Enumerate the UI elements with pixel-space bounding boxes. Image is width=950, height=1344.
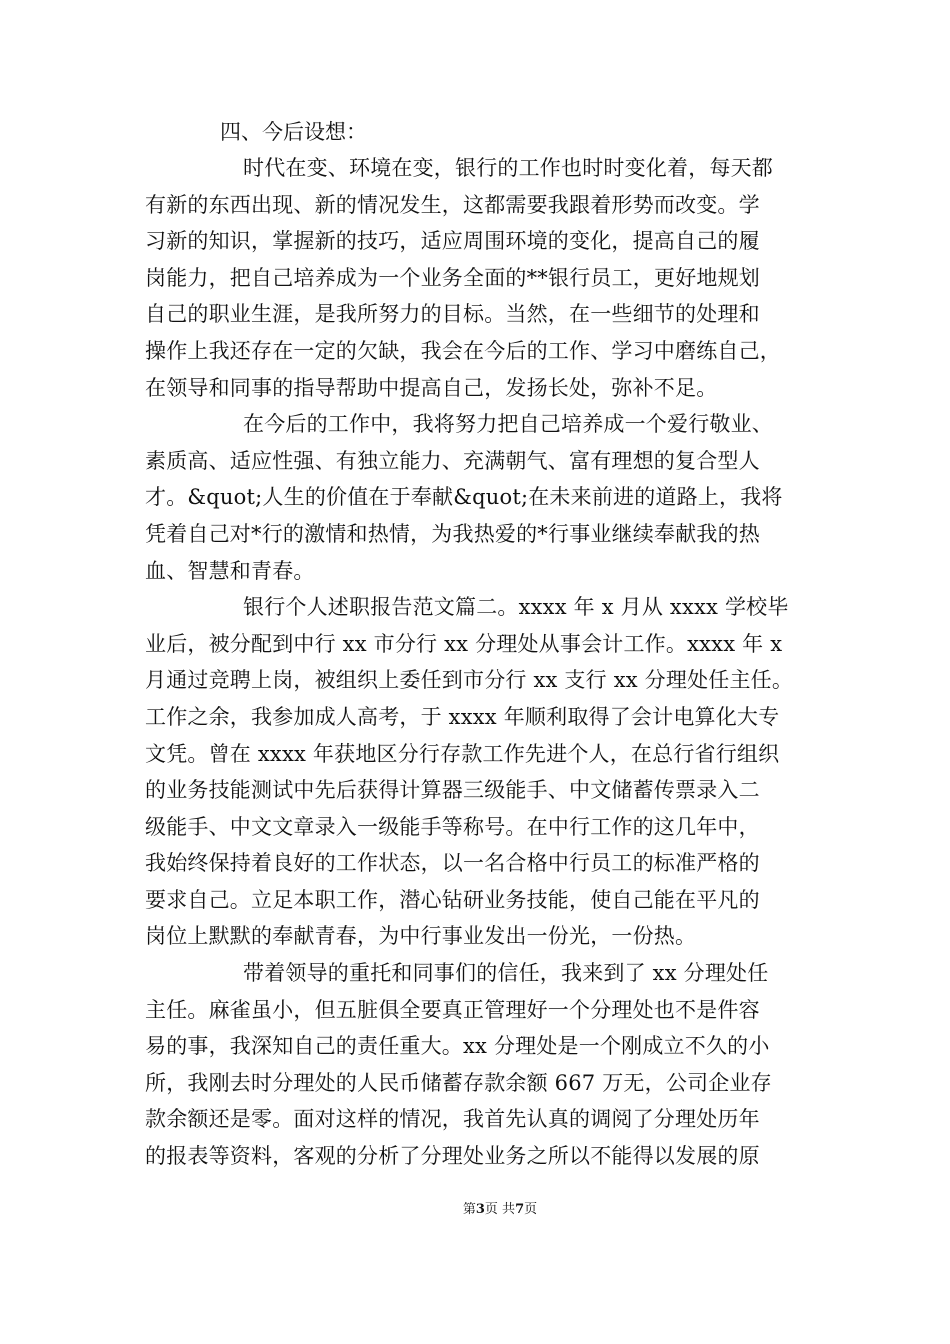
text-line: 我始终保持着良好的工作状态，以一名合格中行员工的标准严格的 [145, 851, 760, 876]
text-line: 带着领导的重托和同事们的信任，我来到了 xx 分理处任 [243, 961, 769, 986]
text-line: 操作上我还存在一定的欠缺，我会在今后的工作、学习中磨练自己， [145, 338, 781, 363]
text-line: 时代在变、环境在变，银行的工作也时时变化着，每天都 [243, 156, 773, 180]
text-line: 自己的职业生涯，是我所努力的目标。当然，在一些细节的处理和 [145, 302, 760, 327]
text-line: 所，我刚去时分理处的人民币储蓄存款余额 667 万无，公司企业存 [145, 1070, 772, 1095]
text-line: 凭着自己对*行的激情和热情，为我热爱的*行事业继续奉献我的热 [145, 521, 760, 546]
footer-prefix: 第 [462, 1202, 476, 1217]
text-line: 业后，被分配到中行 xx 市分行 xx 分理处从事会计工作。xxxx 年 x [145, 631, 783, 656]
text-line: 工作之余，我参加成人高考，于 xxxx 年顺利取得了会计电算化大专 [145, 704, 780, 729]
text-line: 级能手、中文文章录入一级能手等称号。在中行工作的这几年中， [145, 814, 760, 839]
current-page-number: 3 [475, 1202, 485, 1217]
text-line: 主任。麻雀虽小，但五脏俱全要真正管理好一个分理处也不是件容 [145, 997, 760, 1022]
text-line: 才。&quot;人生的价值在于奉献&quot;在未来前进的道路上，我将 [145, 485, 783, 510]
document-body [145, 114, 810, 1175]
paragraph-work-goals [145, 406, 810, 589]
text-line: 的报表等资料，客观的分析了分理处业务之所以不能得以发展的原 [145, 1144, 760, 1169]
text-line: 文凭。曾在 xxxx 年获地区分行存款工作先进个人，在总行省行组织 [145, 741, 780, 766]
text-line: 血、智慧和青春。 [145, 558, 315, 583]
total-pages-number: 7 [515, 1202, 525, 1217]
text-line: 岗能力，把自己培养成为一个业务全面的**银行员工，更好地规划 [145, 265, 760, 290]
text-line: 月通过竞聘上岗，被组织上委任到市分行 xx 支行 xx 分理处任主任。 [145, 668, 794, 693]
section-heading: 四、今后设想： [220, 120, 367, 144]
text-line: 习新的知识，掌握新的技巧，适应周围环境的变化，提高自己的履 [145, 229, 760, 254]
text-line: 有新的东西出现、新的情况发生，这都需要我跟着形势而改变。学 [145, 192, 760, 217]
paragraph-future-plans [145, 150, 810, 406]
text-line: 易的事，我深知自己的责任重大。xx 分理处是一个刚成立不久的小 [145, 1034, 770, 1059]
text-line: 在今后的工作中，我将努力把自己培养成一个爱行敬业、 [243, 412, 773, 437]
text-line: 岗位上默默的奉献青春，为中行事业发出一份光，一份热。 [145, 924, 697, 949]
text-line: 银行个人述职报告范文篇二。xxxx 年 x 月从 xxxx 学校毕 [243, 595, 789, 620]
text-line: 在领导和同事的指导帮助中提高自己，发扬长处，弥补不足。 [145, 375, 718, 400]
paragraph-branch-manager [145, 955, 810, 1175]
text-line: 要求自己。立足本职工作，潜心钻研业务技能，使自己能在平凡的 [145, 887, 760, 912]
footer-suffix: 页 [524, 1202, 538, 1217]
text-line: 款余额还是零。面对这样的情况，我首先认真的调阅了分理处历年 [145, 1107, 760, 1132]
text-line: 素质高、适应性强、有独立能力、充满朝气、富有理想的复合型人 [145, 448, 760, 473]
paragraph-sample-report-two [145, 589, 810, 955]
text-line: 的业务技能测试中先后获得计算器三级能手、中文储蓄传票录入二 [145, 778, 760, 803]
page-footer [0, 1202, 950, 1218]
footer-middle: 页 共 [484, 1202, 516, 1217]
